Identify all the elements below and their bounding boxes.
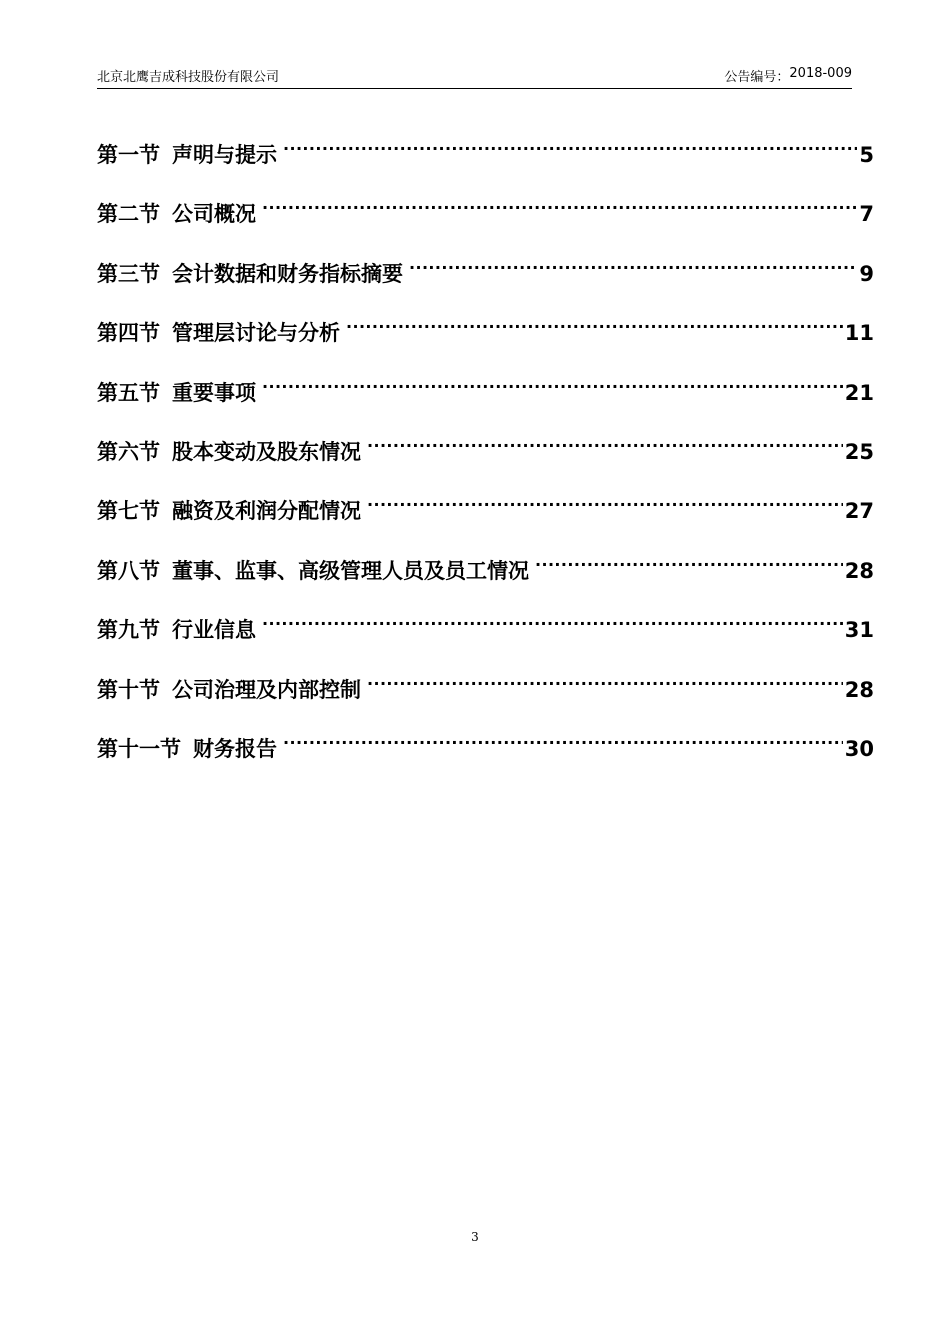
toc-section-title: 行业信息 (172, 618, 256, 643)
toc-section-title: 重要事项 (172, 380, 256, 405)
toc-entry-1[interactable] (97, 120, 874, 179)
toc-section-number: 第三节 (97, 261, 160, 286)
toc-section-number: 第四节 (97, 321, 160, 346)
page-number: 3 (471, 1230, 479, 1244)
toc-section-number: 第八节 (97, 558, 160, 583)
toc-dot-leader (346, 298, 843, 340)
company-name: 北京北鹰吉成科技股份有限公司 (97, 70, 280, 85)
page-header (97, 66, 852, 89)
toc-entry-11[interactable] (97, 714, 874, 773)
toc-entry-6[interactable] (97, 417, 874, 476)
toc-dot-leader (283, 714, 843, 756)
toc-dot-leader (262, 595, 843, 637)
toc-entry-9[interactable] (97, 595, 874, 654)
toc-section-title: 股本变动及股东情况 (172, 439, 361, 464)
toc-section-number: 第六节 (97, 439, 160, 464)
notice-id (724, 66, 852, 85)
toc-page-number: 30 (844, 736, 874, 761)
toc-section-number: 第五节 (97, 380, 160, 405)
toc-dot-leader (367, 476, 843, 518)
toc-entry-7[interactable] (97, 476, 874, 535)
toc-section-title: 管理层讨论与分析 (172, 321, 340, 346)
table-of-contents (97, 120, 874, 773)
toc-dot-leader (262, 179, 857, 221)
toc-dot-leader (262, 358, 843, 400)
toc-page-number: 28 (844, 677, 874, 702)
toc-dot-leader (535, 536, 843, 578)
toc-page-number: 11 (844, 321, 874, 346)
toc-section-number: 第七节 (97, 499, 160, 524)
toc-entry-10[interactable] (97, 655, 874, 714)
toc-page-number: 28 (844, 558, 874, 583)
toc-page-number: 31 (844, 618, 874, 643)
toc-dot-leader (367, 417, 843, 459)
toc-entry-3[interactable] (97, 239, 874, 298)
toc-page-number: 21 (844, 380, 874, 405)
toc-section-number: 第九节 (97, 618, 160, 643)
toc-section-title: 声明与提示 (172, 143, 277, 167)
toc-page-number: 5 (859, 143, 874, 167)
toc-section-number: 第十节 (97, 677, 160, 702)
toc-entry-8[interactable] (97, 536, 874, 595)
toc-dot-leader (283, 120, 857, 162)
toc-entry-5[interactable] (97, 358, 874, 417)
toc-dot-leader (367, 655, 843, 697)
toc-section-title: 融资及利润分配情况 (172, 499, 361, 524)
toc-page-number: 9 (859, 261, 874, 286)
toc-page-number: 7 (859, 202, 874, 227)
toc-section-title: 公司治理及内部控制 (172, 677, 361, 702)
toc-section-number: 第一节 (97, 143, 160, 167)
notice-label: 公告编号： (724, 70, 790, 85)
toc-section-title: 会计数据和财务指标摘要 (172, 261, 403, 286)
toc-section-title: 公司概况 (172, 202, 256, 227)
toc-section-title: 财务报告 (193, 736, 277, 761)
toc-dot-leader (409, 239, 857, 281)
toc-page-number: 27 (844, 499, 874, 524)
toc-entry-2[interactable] (97, 179, 874, 238)
toc-section-number: 第十一节 (97, 736, 181, 761)
toc-page-number: 25 (844, 439, 874, 464)
toc-entry-4[interactable] (97, 298, 874, 357)
notice-number: 2018-009 (789, 66, 852, 81)
toc-section-number: 第二节 (97, 202, 160, 227)
toc-section-title: 董事、监事、高级管理人员及员工情况 (172, 558, 529, 583)
